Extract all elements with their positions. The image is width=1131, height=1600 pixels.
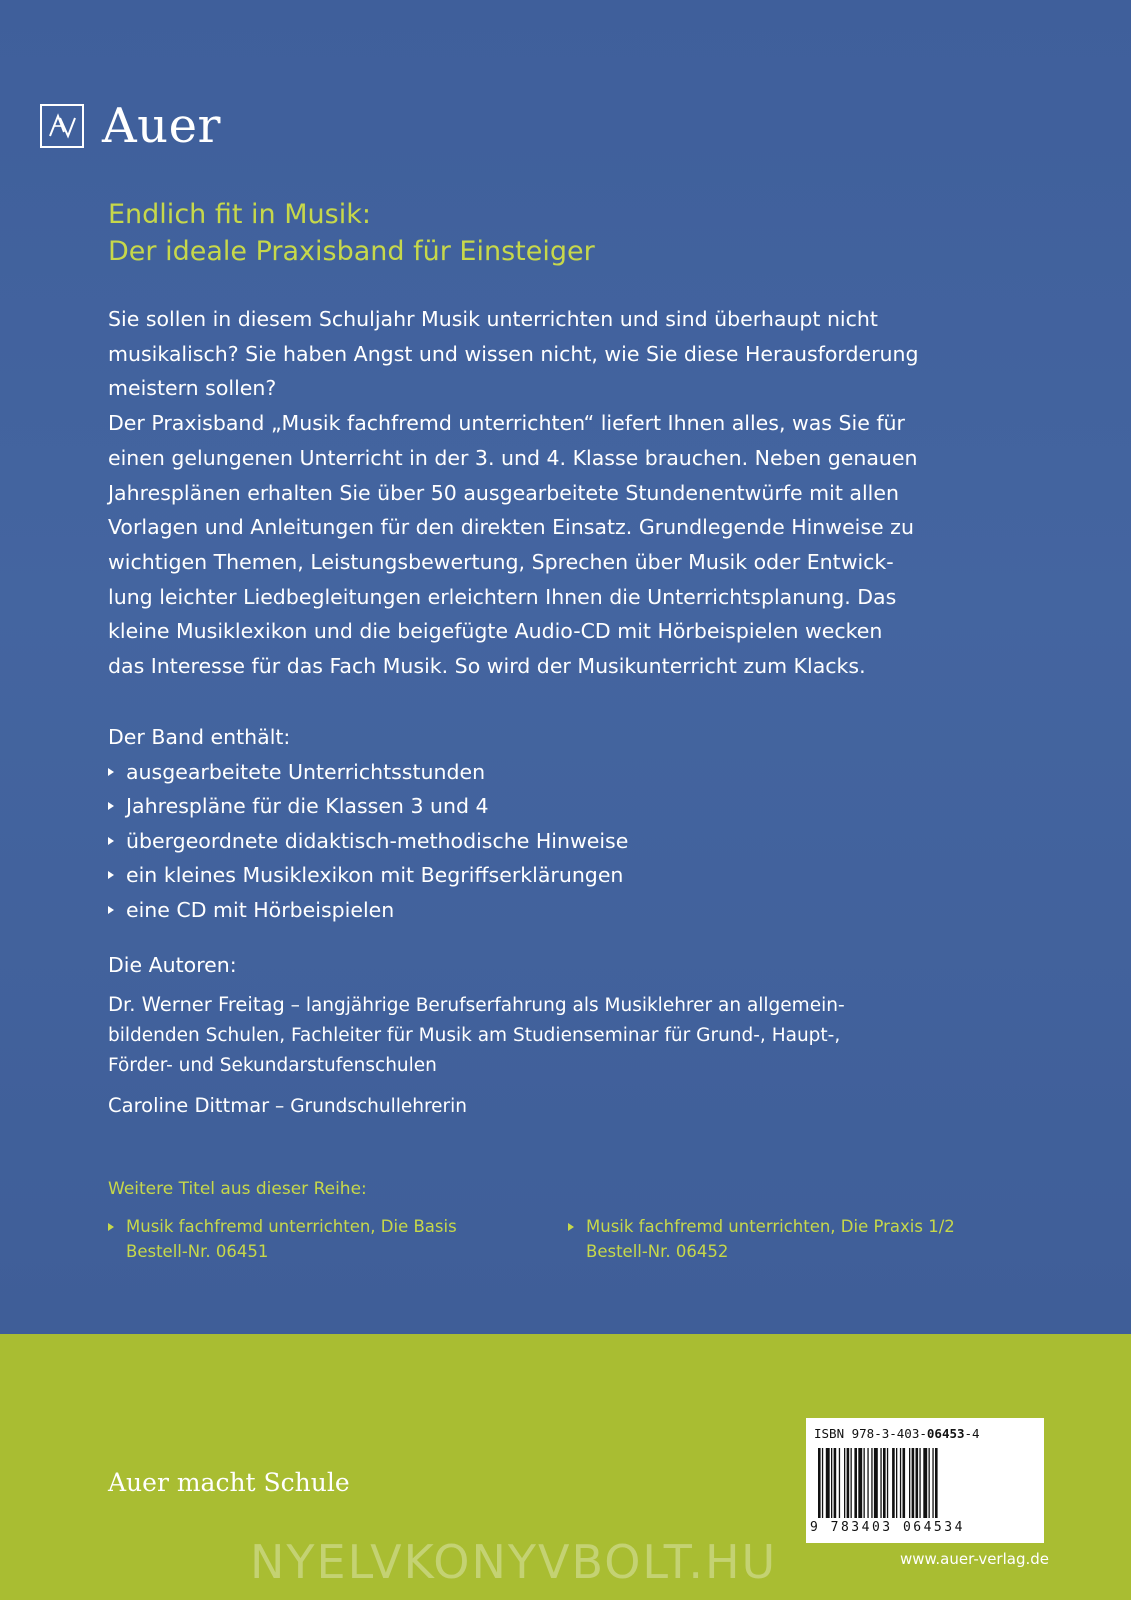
intro-line: meistern sollen? (108, 376, 277, 401)
barcode-bar (854, 1448, 857, 1518)
author-name: Dr. Werner Freitag (108, 993, 285, 1016)
barcode-bar (864, 1448, 865, 1518)
barcode-bar (880, 1448, 881, 1518)
barcode-icon (818, 1448, 1032, 1518)
barcode-bar (844, 1448, 845, 1518)
authors-label: Die Autoren: (108, 953, 237, 977)
intro-line: Sie sollen in diesem Schuljahr Musik unterrichten und sind überhaupt nicht (108, 307, 878, 331)
barcode-bar (919, 1448, 920, 1518)
intro-line: kleine Musiklexikon und die beigefügte Audio-CD mit Hörbeispielen wecken (108, 619, 883, 644)
list-item (108, 789, 628, 824)
list-item (108, 893, 628, 928)
barcode-bar (826, 1448, 830, 1518)
author-dash: – (284, 995, 306, 1016)
list-item-text: ausgearbeitete Unterrichtsstunden (126, 759, 486, 784)
contents-label: Der Band enthält: (108, 725, 291, 749)
intro-line: lung leichter Liedbegleitungen erleichtern Ihnen die Unterrichtsplanung. Das (108, 584, 897, 609)
list-item (108, 824, 628, 859)
barcode-bar (903, 1448, 906, 1518)
publisher-logo (40, 98, 221, 154)
barcode-bar (887, 1448, 888, 1518)
intro-line: einen gelungenen Unterricht in der 3. und 4. Klasse brauchen. Neben genauen (108, 445, 918, 470)
list-item-text: ein kleines Musiklexikon mit Begriffserklärungen (126, 863, 624, 887)
slogan: Auer macht Schule (108, 1468, 350, 1497)
website-url: www.auer-verlag.de (899, 1550, 1049, 1568)
bullet-triangle-icon (108, 768, 114, 776)
bullet-triangle-icon (568, 1223, 574, 1231)
barcode-bar (935, 1448, 938, 1518)
barcode-bar (867, 1448, 868, 1518)
watermark: NYELVKONYVBOLT.HU (250, 1535, 778, 1589)
bullet-triangle-icon (108, 871, 114, 879)
author-name: Caroline Dittmar (108, 1094, 270, 1117)
headline-line: Der ideale Praxisband für Einsteiger (108, 236, 595, 267)
headline-line: Endlich fit in Musik: (108, 199, 371, 230)
barcode-bar (858, 1448, 862, 1518)
barcode-bar (874, 1448, 878, 1518)
list-item (108, 858, 628, 893)
headline (108, 196, 1068, 270)
isbn-barcode-box (806, 1418, 1044, 1543)
barcode-bar (923, 1448, 927, 1518)
list-item-text: eine CD mit Hörbeispielen (126, 897, 395, 922)
barcode-bar (929, 1448, 930, 1518)
author-row (108, 1091, 845, 1122)
barcode-bar (896, 1448, 897, 1518)
barcode-bar (892, 1448, 895, 1518)
barcode-bar (834, 1448, 837, 1518)
bullet-triangle-icon (108, 802, 114, 810)
bullet-triangle-icon (108, 837, 114, 845)
barcode-bar (883, 1448, 886, 1518)
author-desc: langjährige Berufserfahrung als Musiklehrer an allgemein- (305, 995, 845, 1016)
bullet-triangle-icon (108, 1223, 114, 1231)
series-section (108, 1178, 1108, 1264)
barcode-bar (822, 1448, 823, 1518)
intro-line: musikalisch? Sie haben Angst und wissen nicht, wie Sie diese Herausforderung (108, 341, 919, 366)
publisher-name: Auer (102, 98, 221, 154)
contents-section (108, 720, 628, 927)
list-item-text: übergeordnete didaktisch-methodische Hinweise (126, 828, 629, 853)
series-order-number: Bestell-Nr. 06451 (126, 1242, 269, 1261)
barcode-bar (909, 1448, 910, 1518)
author-desc: Grundschullehrerin (290, 1096, 468, 1117)
list-item-text: Jahrespläne für die Klassen 3 und 4 (126, 794, 489, 818)
barcode-bar (839, 1448, 840, 1518)
barcode-bar (818, 1448, 821, 1518)
author-desc: bildenden Schulen, Fachleiter für Musik am Studienseminar für Grund-, Haupt-, (108, 1025, 841, 1046)
barcode-bar (916, 1448, 919, 1518)
series-order-number: Bestell-Nr. 06452 (586, 1242, 729, 1261)
intro-line: wichtigen Themen, Leistungsbewertung, Sprechen über Musik oder Entwick- (108, 549, 894, 574)
series-item (568, 1214, 1028, 1264)
isbn-text: ISBN 978-3-403-06453-4 (814, 1426, 980, 1441)
intro-line: Jahresplänen erhalten Sie über 50 ausgearbeitete Stundenentwürfe mit allen (108, 480, 899, 505)
intro-line: Vorlagen und Anleitungen für den direkten Einsatz. Grundlegende Hinweise zu (108, 515, 914, 540)
intro-line: Der Praxisband „Musik fachfremd unterrichten“ liefert Ihnen alles, was Sie für (108, 411, 905, 436)
author-dash: – (269, 1096, 291, 1117)
barcode-digits: 9 783403 064534 (810, 1520, 965, 1535)
intro-paragraph (108, 302, 1008, 684)
barcode-bar (831, 1448, 832, 1518)
contents-list (108, 755, 628, 928)
intro-line: das Interesse für das Fach Musik. So wird der Musikunterricht zum Klacks. (108, 654, 866, 679)
author-row (108, 990, 845, 1021)
authors-section (108, 950, 845, 1122)
series-title: Musik fachfremd unterrichten, Die Praxis 1/2 (586, 1217, 955, 1236)
author-desc: Förder- und Sekundarstufenschulen (108, 1055, 437, 1076)
series-item (108, 1214, 568, 1264)
series-label: Weitere Titel aus dieser Reihe: (108, 1179, 367, 1199)
series-list (108, 1214, 1108, 1264)
barcode-bar (932, 1448, 933, 1518)
series-title: Musik fachfremd unterrichten, Die Basis (126, 1217, 457, 1236)
auer-logo-icon (40, 104, 84, 148)
bullet-triangle-icon (108, 906, 114, 914)
barcode-bar (847, 1448, 850, 1518)
barcode-bar (912, 1448, 915, 1518)
barcode-bar (851, 1448, 852, 1518)
barcode-bar (871, 1448, 872, 1518)
barcode-bar (900, 1448, 901, 1518)
list-item (108, 755, 628, 790)
